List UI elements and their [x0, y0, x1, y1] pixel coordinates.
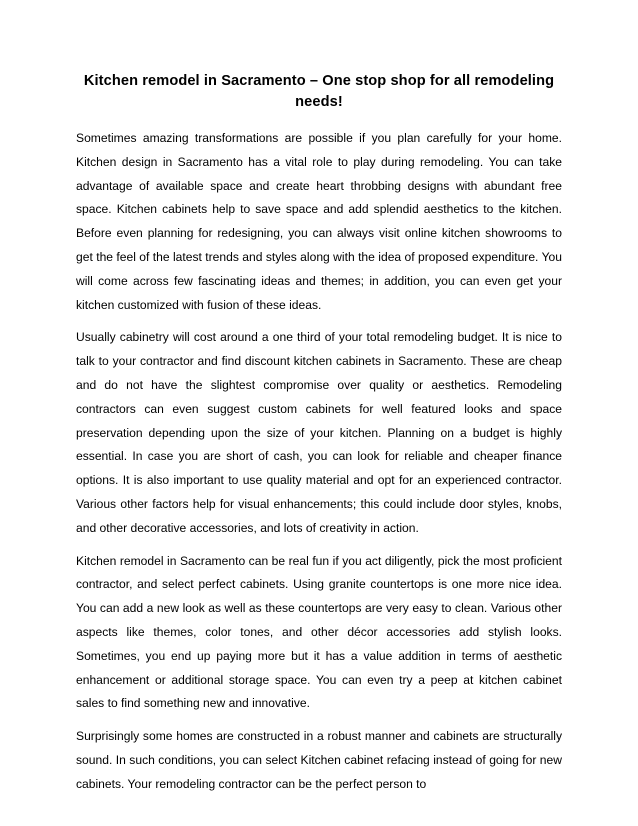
- paragraph-4: Surprisingly some homes are constructed in a robust manner and cabinets are structurally sound. In such conditions, you can select Kitchen cabinet refacing instead of going for new cabinets. Your remodeling contractor can be the perfect person to: [76, 729, 562, 791]
- document-page: [76, 71, 562, 806]
- document-title: Kitchen remodel in Sacramento – One stop shop for all remodeling needs!: [83, 73, 555, 110]
- paragraph-2: Usually cabinetry will cost around a one third of your total remodeling budget. It is nice to talk to your contractor and find discount kitchen cabinets in Sacramento. These are cheap and do not have the slightest compromise over quality or aesthetics. Remodeling contractors can even suggest custom cabinets for well featured looks and space preservation depending upon the size of your kitchen. Planning on a budget is highly essential. In case you are short of cash, you can look for reliable and cheaper finance options. It is also important to use quality material and opt for an experienced contractor. Various other factors help for visual enhancements; this could include door styles, knobs, and other decorative accessories, and lots of creativity in action.: [76, 330, 562, 535]
- paragraph-3: Kitchen remodel in Sacramento can be real fun if you act diligently, pick the most proficient contractor, and select perfect cabinets. Using granite countertops is one more nice idea. You can add a new look as well as these countertops are very easy to clean. Various other aspects like themes, color tones, and other décor accessories add stylish looks. Sometimes, you end up paying more but it has a value addition in terms of aesthetic enhancement or additional storage space. You can even try a peep at kitchen cabinet sales to find something new and innovative.: [76, 553, 562, 711]
- paragraph-1: Sometimes amazing transformations are possible if you plan carefully for your home. Kitchen design in Sacramento has a vital role to play during remodeling. You can take advantage of available space and create heart throbbing designs with abundant free space. Kitchen cabinets help to save space and add splendid aesthetics to the kitchen. Before even planning for redesigning, you can always visit online kitchen showrooms to get the feel of the latest trends and styles along with the idea of proposed expenditure. You will come across few fascinating ideas and themes; in addition, you can even get your kitchen customized with fusion of these ideas.: [76, 131, 562, 312]
